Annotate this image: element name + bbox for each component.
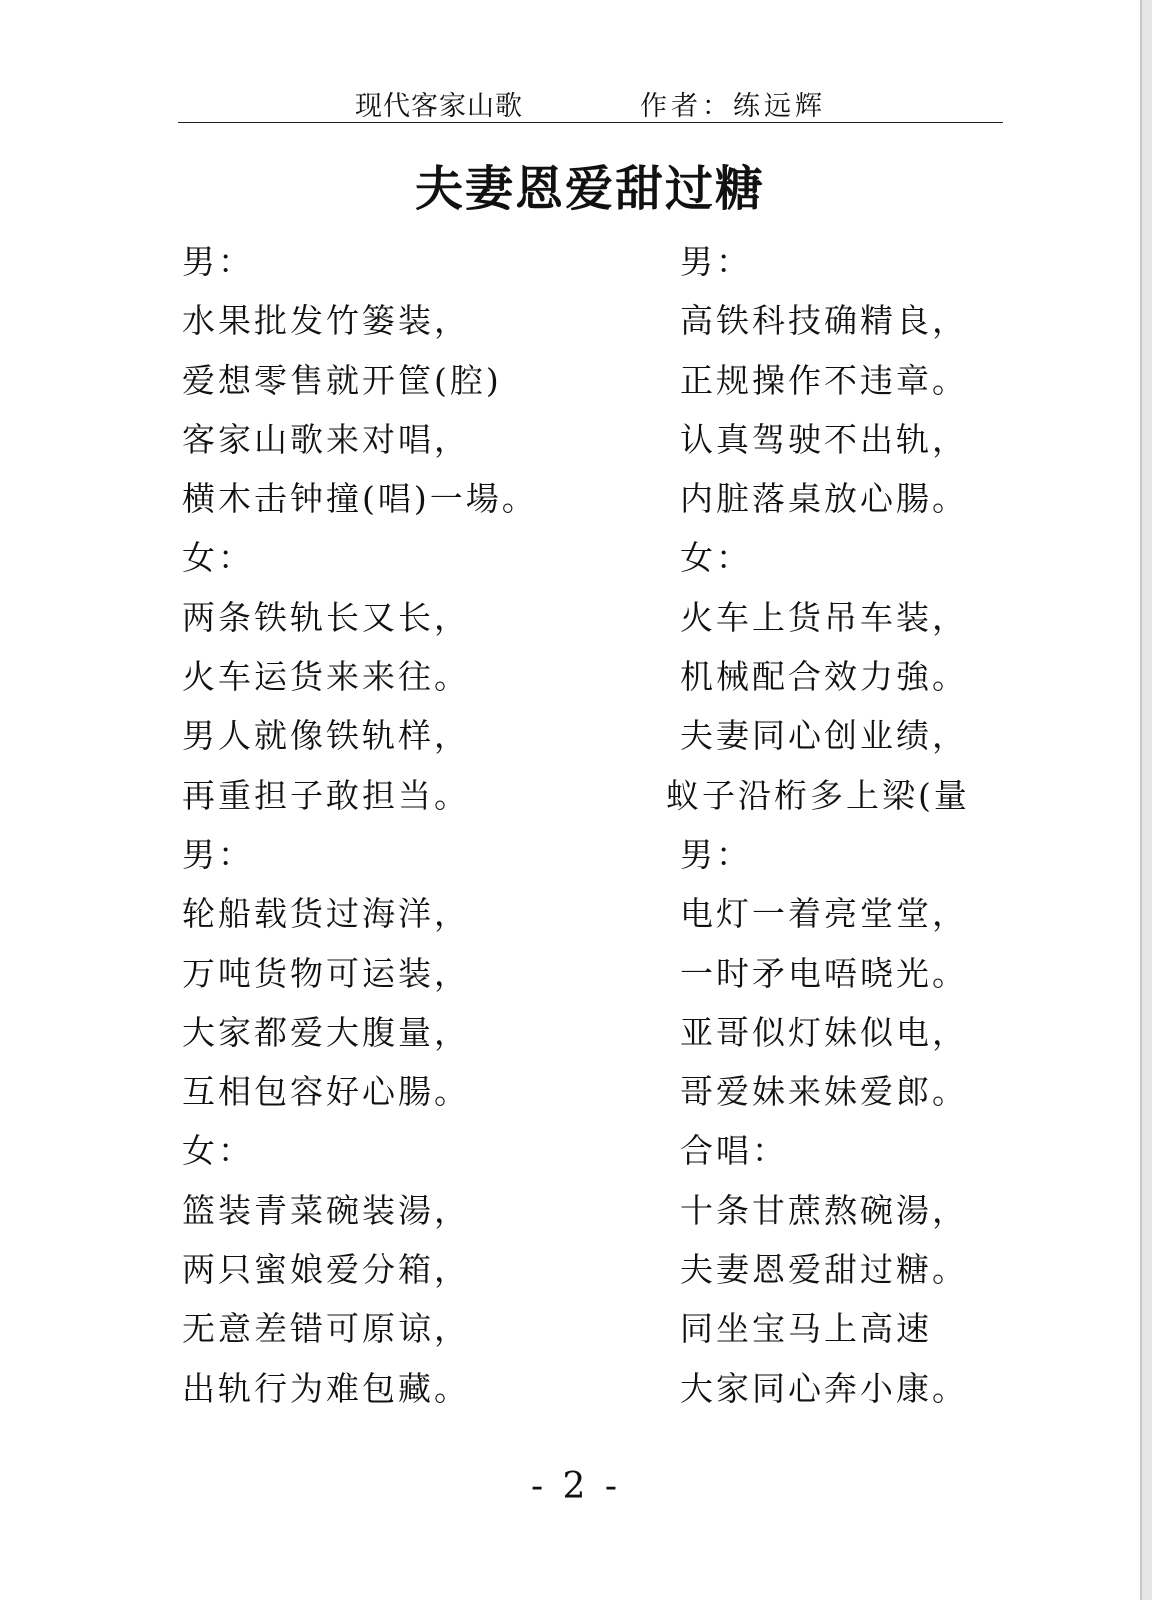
verse-line: 互相包容好心腸。 (182, 1072, 470, 1112)
verse-line: 无意差错可原谅， (182, 1309, 470, 1349)
verse-line: 两只蜜娘爱分箱， (182, 1250, 470, 1290)
verse-line: 内脏落桌放心腸。 (680, 479, 968, 519)
verse-line: 哥爱妹来妹爱郎。 (680, 1072, 968, 1112)
verse-line: 男： (680, 242, 752, 281)
verse-line: 男： (182, 242, 254, 281)
verse-line: 女： (680, 538, 752, 578)
verse-line: 出轨行为难包藏。 (182, 1368, 470, 1408)
verse-line: 客家山歌来对唱， (182, 419, 470, 459)
verse-line: 高铁科技确精良， (680, 301, 968, 341)
verse-line: 男： (182, 834, 254, 874)
verse-line: 两条铁轨长又长， (182, 597, 470, 637)
author-credit: 作者：练远辉 (640, 91, 826, 122)
verse-line: 夫妻同心创业绩， (680, 716, 968, 756)
verse-line: 水果批发竹篓装， (182, 301, 470, 341)
verse-line: 十条甘蔗熬碗湯， (680, 1190, 968, 1230)
verse-line: 正规操作不违章。 (680, 360, 968, 400)
verse-line: 同坐宝马上高速 (680, 1309, 932, 1349)
song-title: 夫妻恩爱甜过糖 (414, 161, 765, 217)
right-column (666, 232, 1140, 1418)
running-header (0, 80, 1152, 124)
verse-line: 横木击钟撞(唱)一場。 (182, 479, 538, 519)
verse-line: 夫妻恩爱甜过糖。 (680, 1250, 968, 1290)
verse-line: 合唱： (680, 1131, 788, 1171)
page-number: - 2 - (530, 1466, 622, 1507)
header-divider (178, 122, 1003, 123)
verse-line: 火车运货来来往。 (182, 657, 470, 697)
verse-line: 蚁子沿桁多上梁(量 (666, 775, 970, 815)
verse-line: 轮船载货过海洋， (182, 894, 470, 934)
verse-line: 大家同心奔小康。 (680, 1368, 968, 1408)
verse-line: 爱想零售就开筐(腔) (182, 360, 502, 400)
series-title: 现代客家山歌 (355, 91, 523, 122)
verse-line: 大家都爱大腹量， (182, 1012, 470, 1052)
verse-line: 女： (182, 1131, 254, 1171)
verse-line: 万吨货物可运装， (182, 953, 470, 993)
verse-line: 篮装青菜碗装湯， (182, 1190, 470, 1230)
verse-line: 女： (182, 538, 254, 578)
verse-line: 再重担子敢担当。 (182, 775, 470, 815)
verse-line: 男： (680, 834, 752, 874)
verse-line: 男人就像铁轨样， (182, 716, 470, 756)
verse-line: 电灯一着亮堂堂， (680, 894, 968, 934)
verse-line: 火车上货吊车装， (680, 597, 968, 637)
verse-line: 一时矛电唔晓光。 (680, 953, 968, 993)
verse-line: 机械配合效力強。 (680, 657, 968, 697)
left-column (182, 232, 642, 1418)
verse-line: 认真驾驶不出轨， (680, 419, 968, 459)
verse-line: 亚哥似灯妹似电， (680, 1012, 968, 1052)
page-edge (1140, 0, 1152, 1600)
